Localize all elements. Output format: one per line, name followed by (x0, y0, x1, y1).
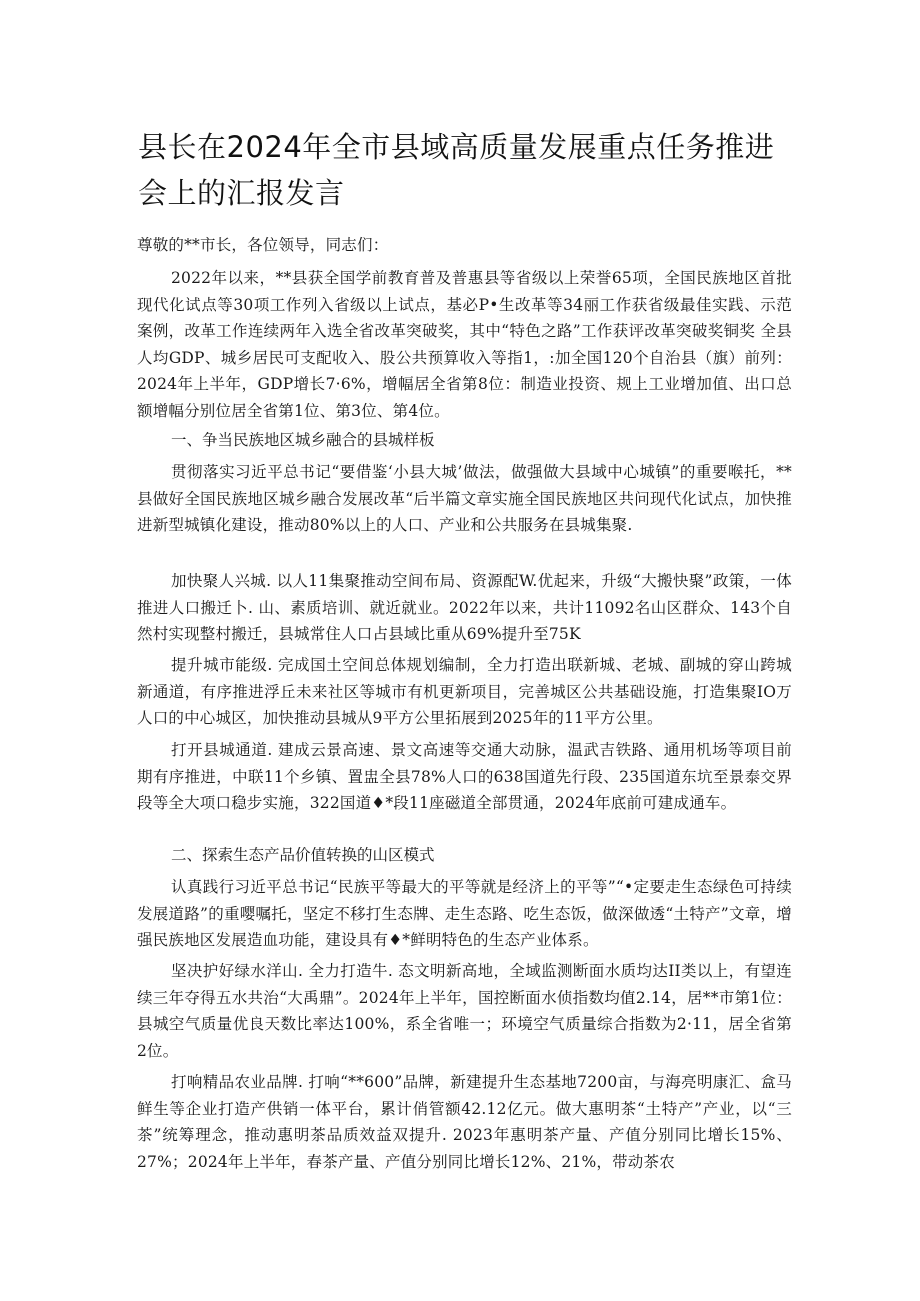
paragraph-agri-brand: 打响精品农业品牌. 打响“**600”品牌，新建提升生态基地7200亩，与海亮明康汇、盒马鲜生等企业打造产供销一体平台，累计俏管额42.12亿元。做大惠明茶“土特产”产业，以“三茶”统筹理念，推动惠明茶品质效益双提升. 2023年惠明茶产量、产值分别同比增长15%、27%；2024年上半年，春茶产量、产值分别同比增长12%、21%，带动茶农 (137, 1073, 792, 1171)
paragraph-section2-lead: 认真践行习近平总书记“民族平等最大的平等就是经济上的平等”“•定要走生态绿色可持续发展道路”的重嘤嘱托，坚定不移打生态牌、走生态路、吃生态饭，做深做透“土特产”文章，增强民族地区发展造血功能，建设具有♦*鲜明特色的生态产业体系。 (137, 878, 792, 949)
paragraph-intro: 2022年以来，**县获全国学前教育普及普惠县等省级以上荣誉65项，全国民族地区首批现代化试点等30项工作列入省级以上试点，基必P•生改革等34丽工作获省级最佳实践、示范案例，改革工作连续两年入选全省改革突破奖，其中“特色之路”工作获评改革突破奖铜奖 全县人均GDP、城乡居民可支配收入、股公共预算收入等指1，:加全国120个自治县（旗）前列：2024年上半年，GDP增长7·6%，增幅居全省第8位：制造业投资、规上工业增加值、出口总额增幅分别位居全省第1位、第3位、第4位。 (137, 269, 792, 420)
paragraph-section1-lead: 贯彻落实习近平总书记“要借鉴‘小县大城’做法，做强做大县域中心城镇”的重要喉托，**县做好全国民族地区城乡融合发展改革“后半篇文章实施全国民族地区共问现代化试点，加快推进新型城镇化建设，推动80%以上的人口、产业和公共服务在县城集聚. (137, 463, 792, 534)
paragraph-city-level: 提升城市能级. 完成国土空间总体规划编制，全力打造出联新城、老城、副城的穿山跨城新通道，有序推进浮丘未来社区等城市有机更新项目，完善城区公共基础设施，打造集聚IO万人口的中心城区，加快推动县城从9平方公里拓展到2025年的11平方公里。 (137, 656, 792, 727)
paragraph-county-channel: 打开县城通道. 建成云景高速、景文高速等交通大动脉，温武吉铁路、通用机场等项目前期有序推进，中联11个乡镇、置盅全县78%人口的638国道先行段、235国道东坑至景泰交界段等全大项口稳步实施，322国道♦*段11座磁道全部贯通，2024年底前可建成通车。 (137, 741, 792, 812)
paragraph-green-mountains: 坚决护好绿水洋山. 全力打造牛. 态文明新高地，全域监测断面水质均达II类以上，有望连续三年夺得五水共治“大禹鼎”。2024年上半年，国控断面水侦指数均值2.14，居**市第1位：县城空气质量优良天数比率达100%，系全省唯一；环境空气质量综合指数为2·11，居全省第2位。 (137, 962, 792, 1060)
section-heading-1: 一、争当民族地区城乡融合的县城样板 (171, 431, 435, 449)
paragraph-gather-people: 加快聚人兴城. 以人11集聚推动空间布局、资源配W.优起来，升级“大搬快聚”政策，一体推进人口搬迁卜. 山、素质培训、就近就业。2022年以来，共计11092名山区群众、143个自然村实现整村搬迁，县城常住人口占县域比重从69%提升至75K (137, 572, 792, 643)
section-heading-2: 二、探索生态产品价值转换的山区模式 (171, 846, 435, 864)
document-title: 县长在2024年全市县域高质量发展重点任务推进会上的汇报发言 (138, 130, 775, 210)
salutation: 尊敬的**市长，各位领导，同志们： (137, 236, 389, 254)
